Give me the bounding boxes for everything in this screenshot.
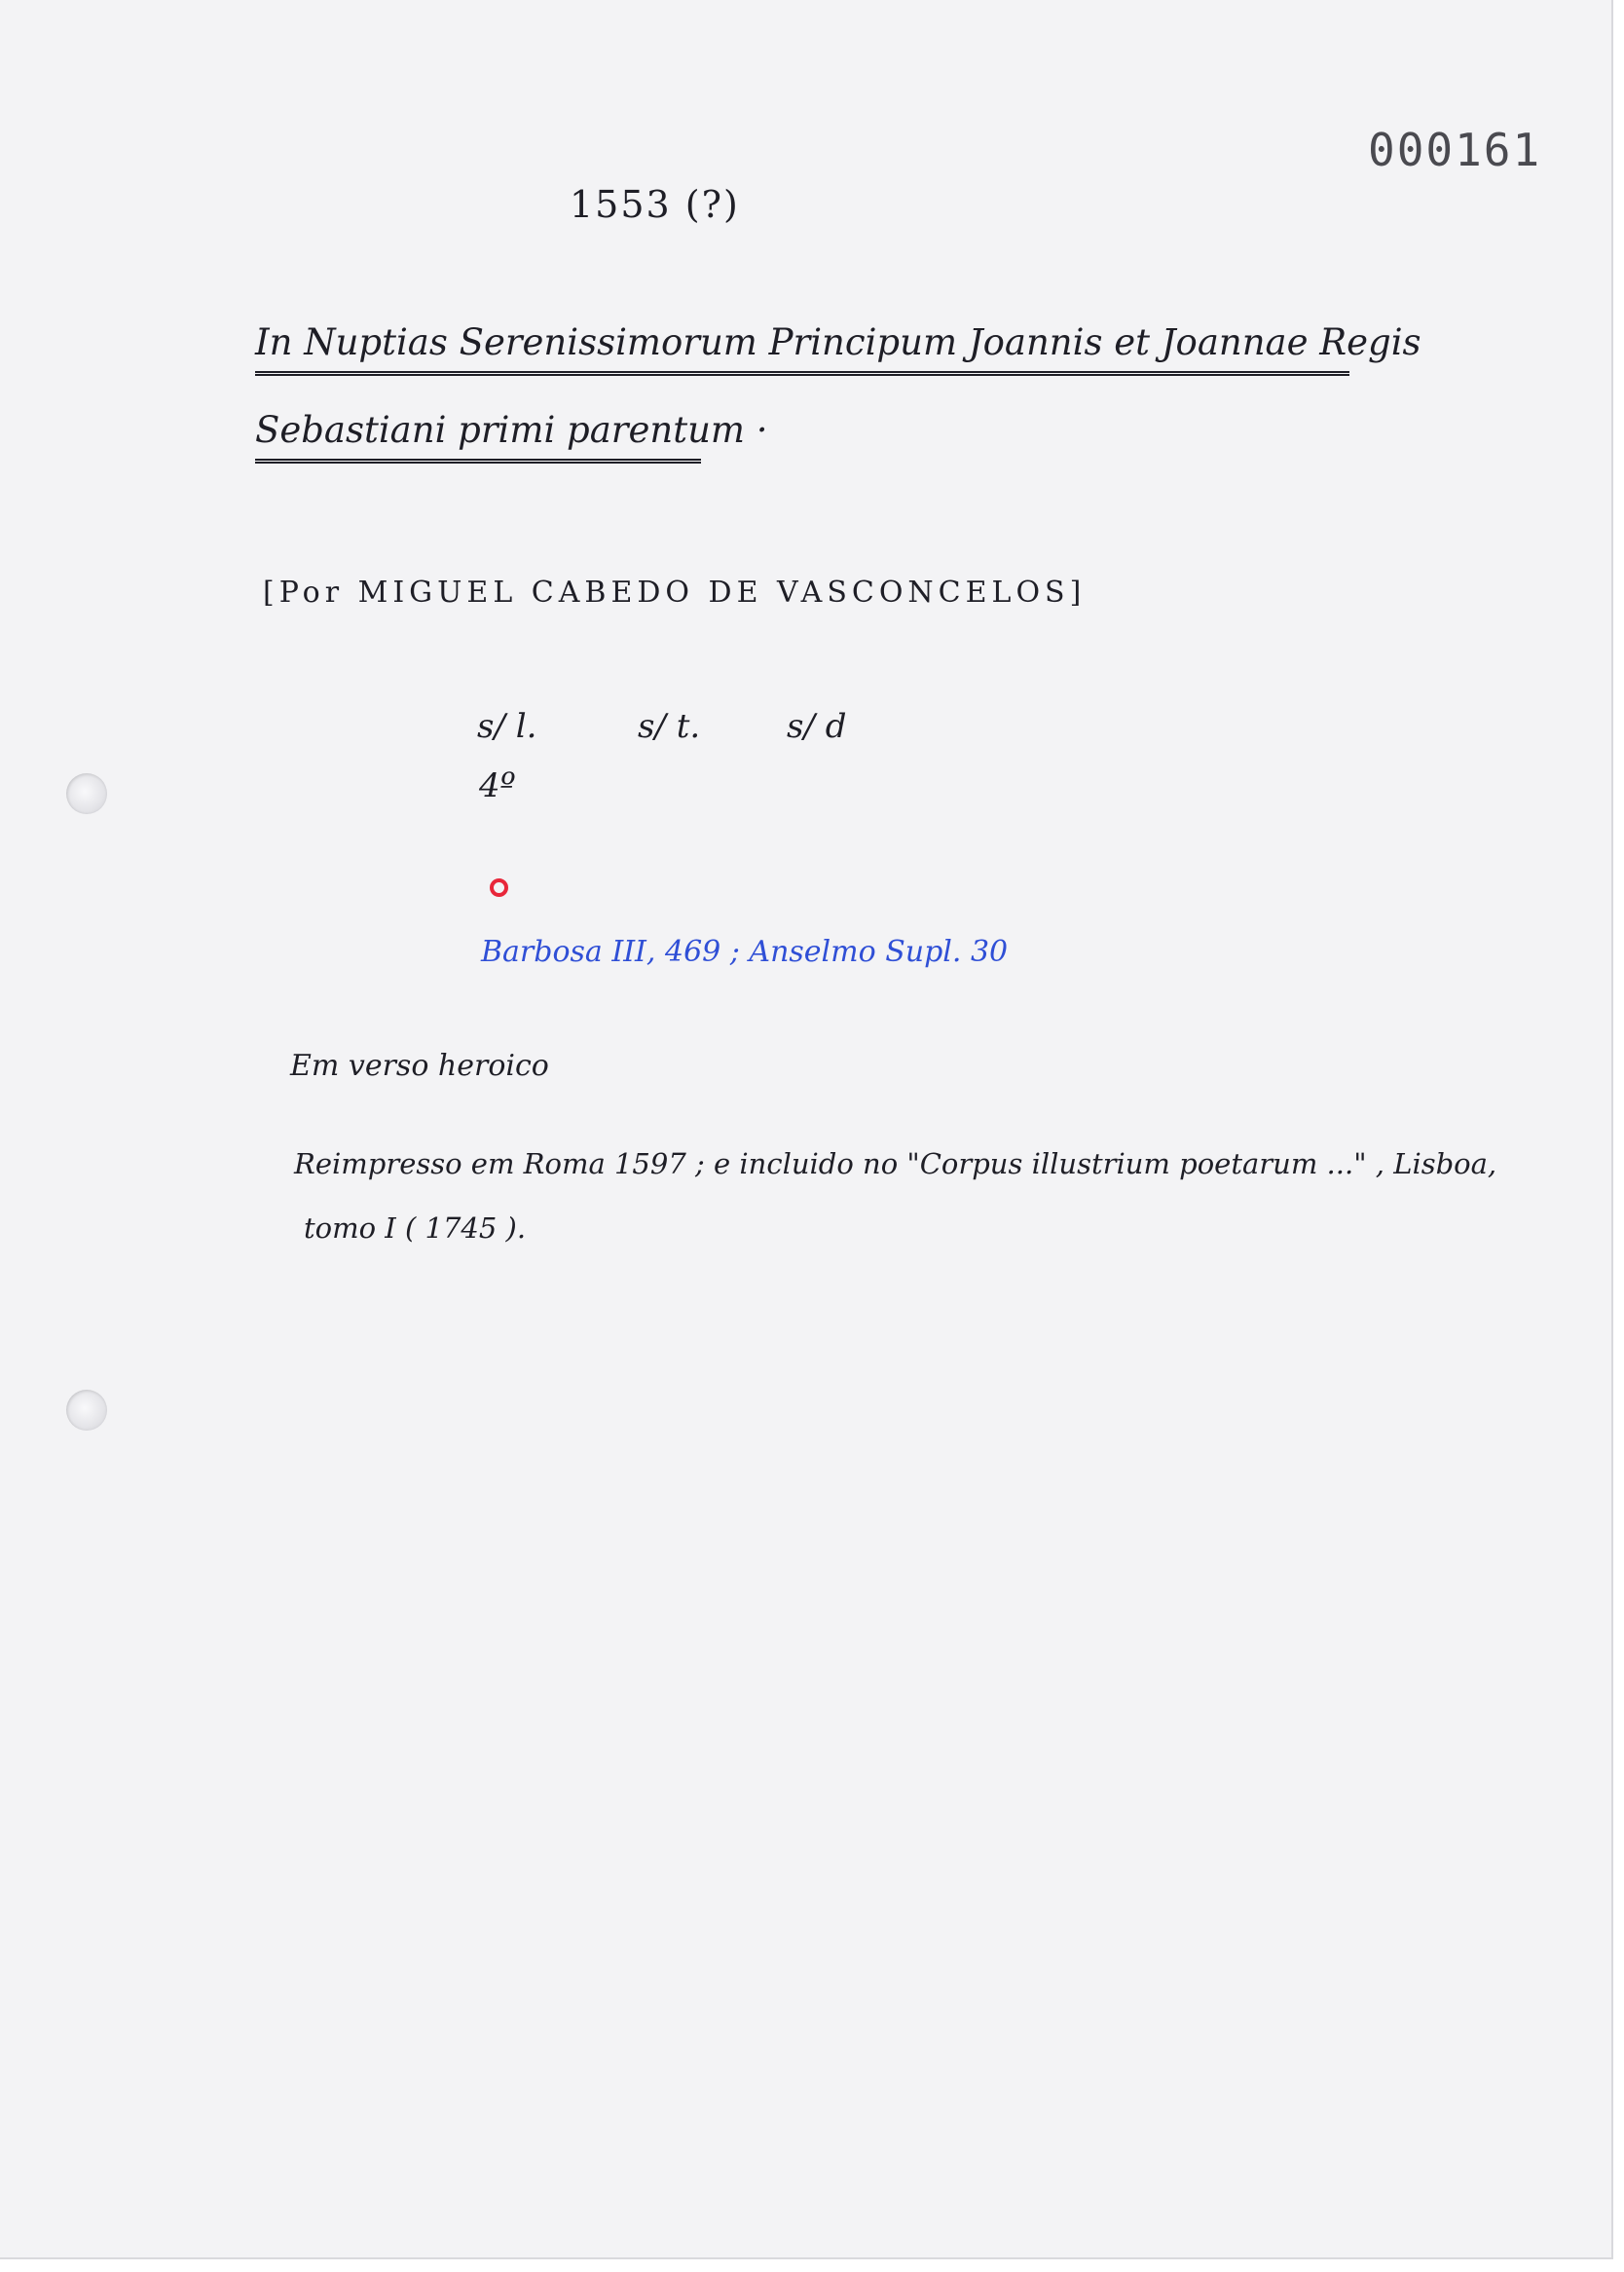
book-format: 4º (479, 766, 516, 805)
imprint-date: s/ d (787, 707, 847, 746)
publication-year: 1553 (?) (570, 183, 740, 226)
imprint-printer: s/ t. (638, 707, 701, 746)
punch-hole-icon (66, 1390, 107, 1431)
note-reprint-line-1: Reimpresso em Roma 1597 ; e incluido no "Corpus illustrium poetarum ..." , Lisboa, (294, 1147, 1497, 1180)
imprint-place: s/ l. (477, 707, 537, 746)
title-line-1: In Nuptias Serenissimorum Principum Joannis et Joannae Regis (255, 321, 1349, 376)
bibliographic-references: Barbosa III, 469 ; Anselmo Supl. 30 (481, 935, 1009, 969)
note-reprint-line-2: tomo I ( 1745 ). (304, 1211, 527, 1245)
record-number-stamp: 000161 (1368, 124, 1542, 176)
author-attribution: [Por MIGUEL CABEDO DE VASCONCELOS] (263, 576, 1087, 610)
title-line-2: Sebastiani primi parentum · (255, 409, 701, 464)
red-circle-mark-icon (490, 878, 508, 897)
note-verse: Em verso heroico (290, 1049, 549, 1083)
punch-hole-icon (66, 773, 107, 814)
